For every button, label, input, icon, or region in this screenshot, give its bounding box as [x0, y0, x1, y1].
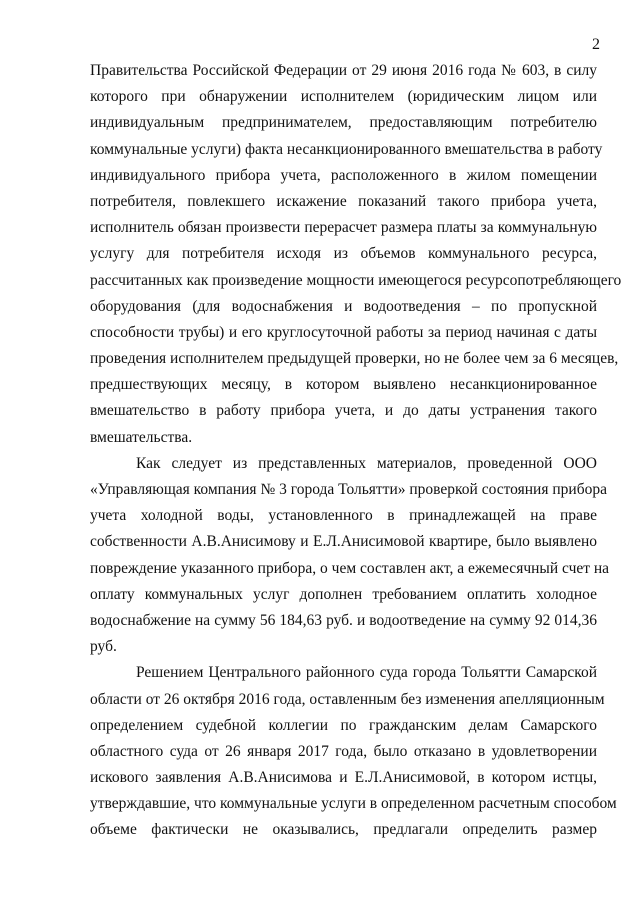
text-line: проведения исполнителем предыдущей проверки, но не более чем за 6 месяцев,: [90, 350, 619, 368]
paragraph: [90, 451, 610, 661]
text-line: предшествующих месяцу, в котором выявлено несанкционированное: [90, 376, 597, 394]
document-body: [90, 58, 622, 844]
text-line: вмешательства.: [90, 428, 193, 446]
text-line: оплату коммунальных услуг дополнен требованием оплатить холодное: [90, 585, 597, 603]
text-line: определением судебной коллегии по гражданским делам Самарского: [90, 716, 597, 734]
page-number: 2: [592, 36, 600, 53]
text-line: услугу для потребителя исходя из объемов коммунального ресурса,: [90, 245, 597, 263]
text-line: рассчитанных как произведение мощности имеющегося ресурсопотребляющего: [90, 271, 622, 289]
text-line: индивидуальным предпринимателем, предоставляющим потребителю: [90, 114, 597, 132]
text-line: объеме фактически не оказывались, предлагали определить размер: [90, 821, 597, 839]
text-line: собственности А.В.Анисимову и Е.Л.Анисимовой квартире, было выявлено: [90, 533, 597, 551]
paragraph: [90, 58, 622, 451]
text-line: потребителя, повлекшего искажение показаний такого прибора учета,: [90, 192, 597, 210]
text-line: способности трубы) и его круглосуточной работы за период начиная с даты: [90, 323, 597, 341]
text-line: повреждение указанного прибора, о чем составлен акт, а ежемесячный счет на: [90, 559, 610, 577]
text-line: искового заявления А.В.Анисимова и Е.Л.Анисимовой, в котором истцы,: [90, 769, 597, 787]
text-line: утверждавшие, что коммунальные услуги в определенном расчетным способом: [90, 795, 617, 813]
text-line: «Управляющая компания № 3 города Тольятти» проверкой состояния прибора: [90, 481, 607, 498]
text-line: областного суда от 26 января 2017 года, было отказано в удовлетворении: [90, 742, 597, 760]
text-line: руб.: [90, 638, 117, 656]
text-line: коммунальные услуги) факта несанкционированного вмешательства в работу: [90, 140, 603, 158]
text-line: области от 26 октября 2016 года, оставленным без изменения апелляционным: [90, 690, 605, 708]
paragraph: [90, 660, 617, 843]
text-line: Решением Центрального районного суда города Тольятти Самарской: [136, 664, 597, 682]
text-line: Правительства Российской Федерации от 29 июня 2016 года № 603, в силу: [90, 62, 597, 79]
text-line: индивидуального прибора учета, расположенного в жилом помещении: [90, 166, 597, 184]
text-line: исполнитель обязан произвести перерасчет размера платы за коммунальную: [90, 219, 597, 237]
text-line: Как следует из представленных материалов, проведенной ООО: [136, 454, 597, 472]
text-line: вмешательство в работу прибора учета, и до даты устранения такого: [90, 402, 597, 420]
text-line: учета холодной воды, установленного в принадлежащей на праве: [90, 507, 597, 525]
text-line: водоснабжение на сумму 56 184,63 руб. и водоотведение на сумму 92 014,36: [90, 611, 597, 629]
text-line: оборудования (для водоснабжения и водоотведения – по пропускной: [90, 297, 597, 315]
text-line: которого при обнаружении исполнителем (юридическим лицом или: [90, 88, 597, 106]
